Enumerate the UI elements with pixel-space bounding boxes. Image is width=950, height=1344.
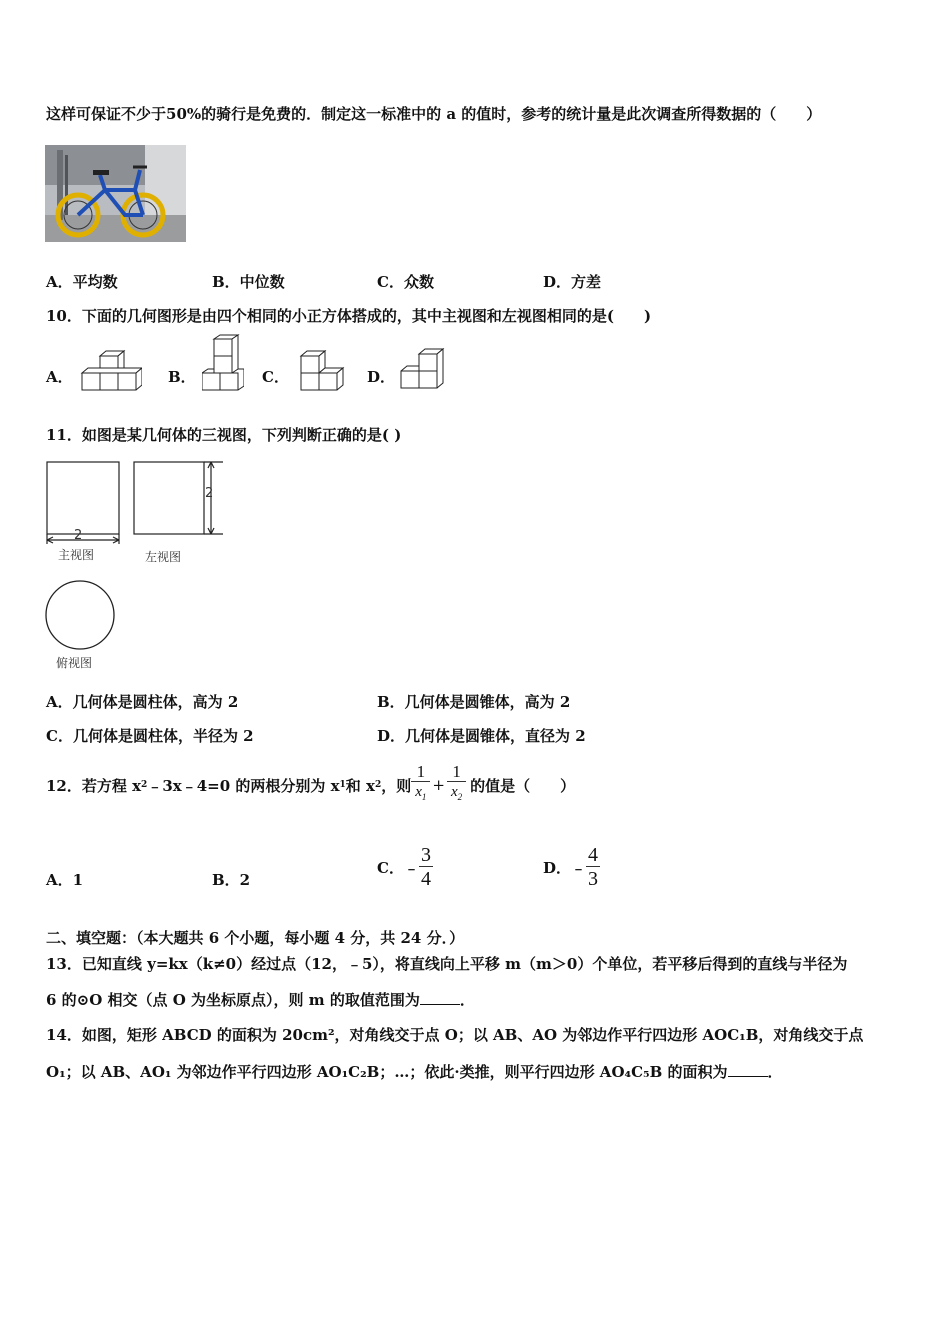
q10-figure-d [397,346,445,396]
q12-option-d-fraction [586,844,600,891]
q14-line2-end: ． [767,1063,783,1081]
q12-frac2-den: x [451,784,458,800]
q10-label-a: A． [46,368,73,386]
q10-label-d: D． [367,368,396,386]
q10-text: 10．下面的几何图形是由四个相同的小正方体搭成的，其中主视图和左视图相同的是( ) [46,307,652,325]
q12-frac1-den: x [415,784,422,800]
section2-heading: 二、填空题：（本大题共 6 个小题，每小题 4 分，共 24 分．） [46,929,465,947]
q12-prefix: 12．若方程 x [46,776,142,795]
q12-suffix: 的值是（ ） [470,776,576,795]
q12-option-d-num: 4 [588,843,599,866]
q10-label-b: B． [168,368,196,386]
q12-option-c [377,843,433,891]
q13-line2 [46,989,475,1010]
front-view-dim: 2 [74,528,83,543]
side-view-caption: 左视图 [145,550,182,564]
q12-option-b: B．2 [212,871,251,889]
q10-figure-b [202,334,244,396]
q9-option-a: A．平均数 [46,273,118,291]
q11-option-c: C．几何体是圆柱体，半径为 2 [46,727,254,745]
q12-option-d-den: 3 [588,867,599,890]
q13-line2-end: ． [459,991,475,1009]
q12-option-d [543,843,600,891]
q11-option-b: B．几何体是圆锥体，高为 2 [377,693,571,711]
q9-option-b: B．中位数 [212,273,285,291]
q11-top-view [44,579,118,657]
q14-line1: 14．如图，矩形 ABCD 的面积为 20cm²，对角线交于点 O；以 AB、AO 为邻边作平行四边形 AOC₁B，对角线交于点 [46,1026,864,1044]
q12-frac1-num: 1 [416,762,426,781]
q9-option-d: D．方差 [543,273,602,291]
q10-figure-a [80,348,142,396]
q10-figure-c [297,348,345,398]
q12-frac2-sub: 2 [457,792,463,802]
q11-option-a: A．几何体是圆柱体，高为 2 [46,693,239,711]
q12-plus: + [432,776,445,794]
q12-option-c-num: 3 [420,843,431,866]
q12-frac1-sub: 1 [421,792,427,802]
q12-frac2-num: 1 [452,762,461,781]
q13-line2-text: 6 的⊙O 相交（点 O 为坐标原点），则 m 的取值范围为 [46,991,420,1009]
q12-option-c-den: 4 [420,867,431,890]
q12-option-c-fraction [419,844,433,891]
q11-text: 11．如图是某几何体的三视图，下列判断正确的是( ) [46,426,402,444]
bicycle-photo [45,145,186,242]
q14-answer-blank [728,1062,768,1077]
q12-option-a: A．1 [46,871,84,889]
q9-option-c: C．众数 [377,273,434,291]
q11-front-view [44,460,124,548]
q14-line2 [46,1061,783,1082]
top-view-caption: 俯视图 [56,656,93,670]
q12-then: ，则 [381,776,412,795]
q12-fraction-2 [447,763,466,807]
side-view-dim: 2 [205,486,214,501]
q12-sup: 2 [141,780,148,790]
q14-line2-text: O₁；以 AB、AO₁ 为邻边作平行四边形 AO₁C₂B；…；依此·类推，则平行四边形 AO₄C₅B 的面积为 [46,1063,728,1081]
q12-sub2: 2 [374,780,382,790]
q12-option-c-label: C．﹣ [377,858,419,877]
q11-option-d: D．几何体是圆锥体，直径为 2 [377,727,586,745]
q12-and: 和 x [345,776,375,795]
q13-line1: 13．已知直线 y=kx（k≠0）经过点（12，﹣5），将直线向上平移 m（m＞0）个单位，若平移后得到的直线与半径为 [46,955,848,973]
q12-middle: ﹣3x﹣4=0 的两根分别为 x [147,776,340,795]
q12-fraction-1 [411,763,430,807]
q12-sub1: 1 [339,780,346,790]
q11-side-view [133,460,225,544]
q10-label-c: C． [262,368,289,386]
q12-option-d-label: D．﹣ [543,858,587,877]
q13-answer-blank [420,990,460,1005]
q12-text [46,760,575,810]
front-view-caption: 主视图 [58,548,95,562]
q9-text: 这样可保证不少于50%的骑行是免费的．制定这一标准中的 a 的值时，参考的统计量是此次调查所得数据的（ ） [46,105,822,123]
